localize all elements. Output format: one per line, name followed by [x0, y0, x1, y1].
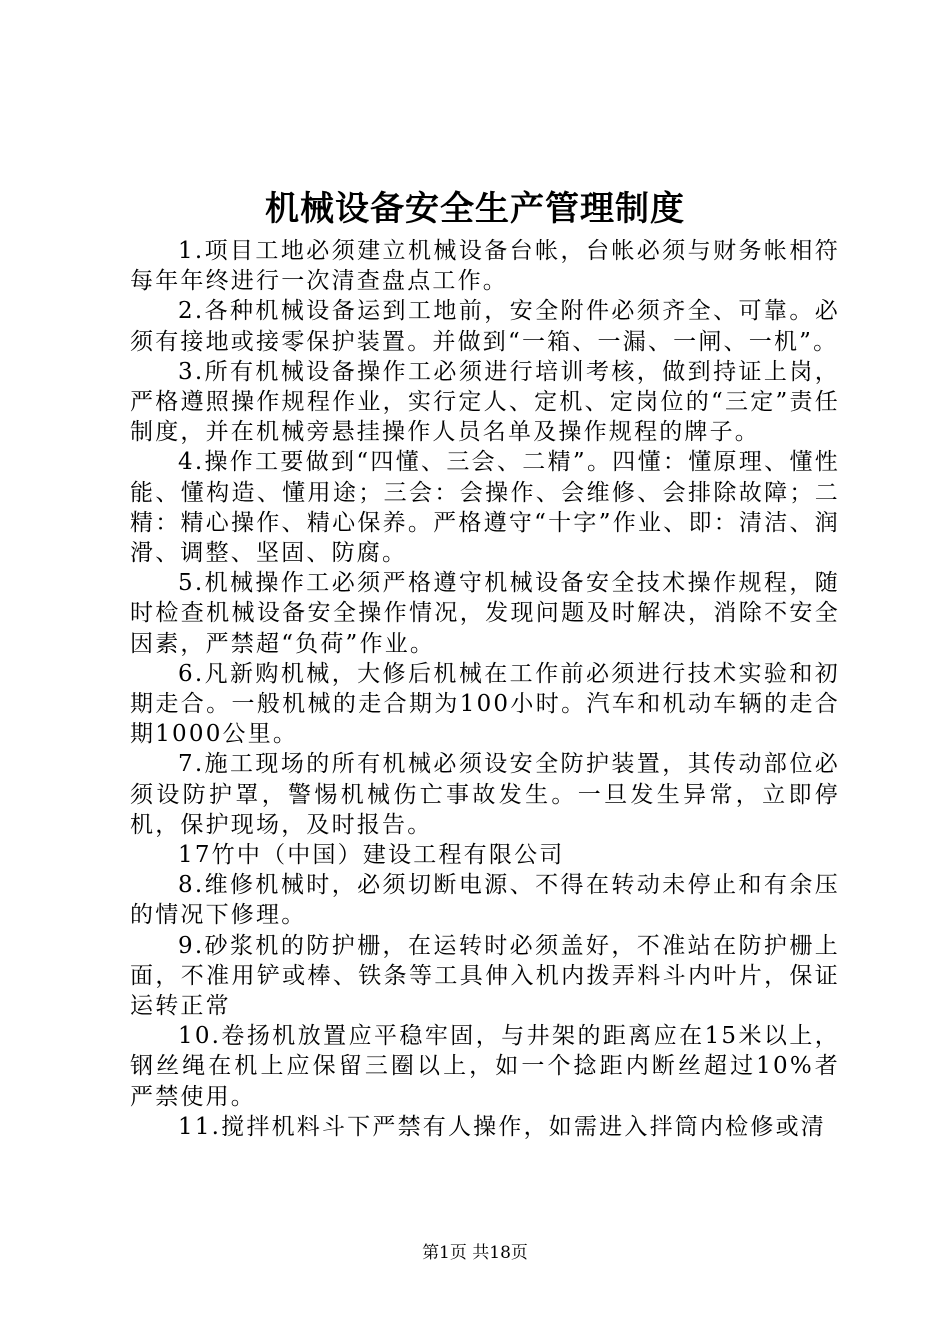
paragraph-1: 1.项目工地必须建立机械设备台帐，台帐必须与财务帐相符每年年终进行一次清查盘点工作。	[130, 238, 840, 295]
paragraph-11: 11.搅拌机料斗下严禁有人操作，如需进入拌筒内检修或清	[178, 1113, 826, 1140]
paragraph-6: 6.凡新购机械，大修后机械在工作前必须进行技术实验和初期走合。一般机械的走合期为100小时。汽车和机动车辆的走合期1000公里。	[130, 660, 840, 748]
paragraph-2: 2.各种机械设备运到工地前，安全附件必须齐全、可靠。必须有接地或接零保护装置。并做到“一箱、一漏、一闸、一机”。	[130, 298, 840, 355]
paragraph-8: 8.维修机械时，必须切断电源、不得在转动未停止和有余压的情况下修理。	[130, 872, 840, 929]
paragraph-4: 4.操作工要做到“四懂、三会、二精”。四懂：懂原理、懂性能、懂构造、懂用途；三会：会操作、会维修、会排除故障；二精：精心操作、精心保养。严格遵守“十字”作业、即：清洁、润滑、调整、坚固、防腐。	[130, 449, 840, 567]
company-line: 17竹中（中国）建设工程有限公司	[178, 842, 565, 869]
paragraph-7: 7.施工现场的所有机械必须设安全防护装置，其传动部位必须设防护罩，警惕机械伤亡事故发生。一旦发生异常，立即停机，保护现场，及时报告。	[130, 751, 840, 838]
paragraph-10: 10.卷扬机放置应平稳牢固，与井架的距离应在15米以上，钢丝绳在机上应保留三圈以上，如一个捻距内断丝超过10%者严禁使用。	[130, 1023, 840, 1110]
paragraph-9: 9.砂浆机的防护栅，在运转时必须盖好，不准站在防护栅上面，不准用铲或棒、铁条等工具伸入机内拨弄料斗内叶片，保证运转正常	[130, 932, 840, 1020]
paragraph-5: 5.机械操作工必须严格遵守机械设备安全技术操作规程，随时检查机械设备安全操作情况，发现问题及时解决，消除不安全因素，严禁超“负荷”作业。	[130, 570, 840, 657]
document-body	[130, 236, 840, 1142]
paragraph-3: 3.所有机械设备操作工必须进行培训考核，做到持证上岗，严格遵照操作规程作业，实行定人、定机、定岗位的“三定”责任制度，并在机械旁悬挂操作人员名单及操作规程的牌子。	[130, 358, 840, 446]
page-footer: 第1页 共18页	[422, 1243, 528, 1263]
document-title: 机械设备安全生产管理制度	[265, 189, 685, 229]
